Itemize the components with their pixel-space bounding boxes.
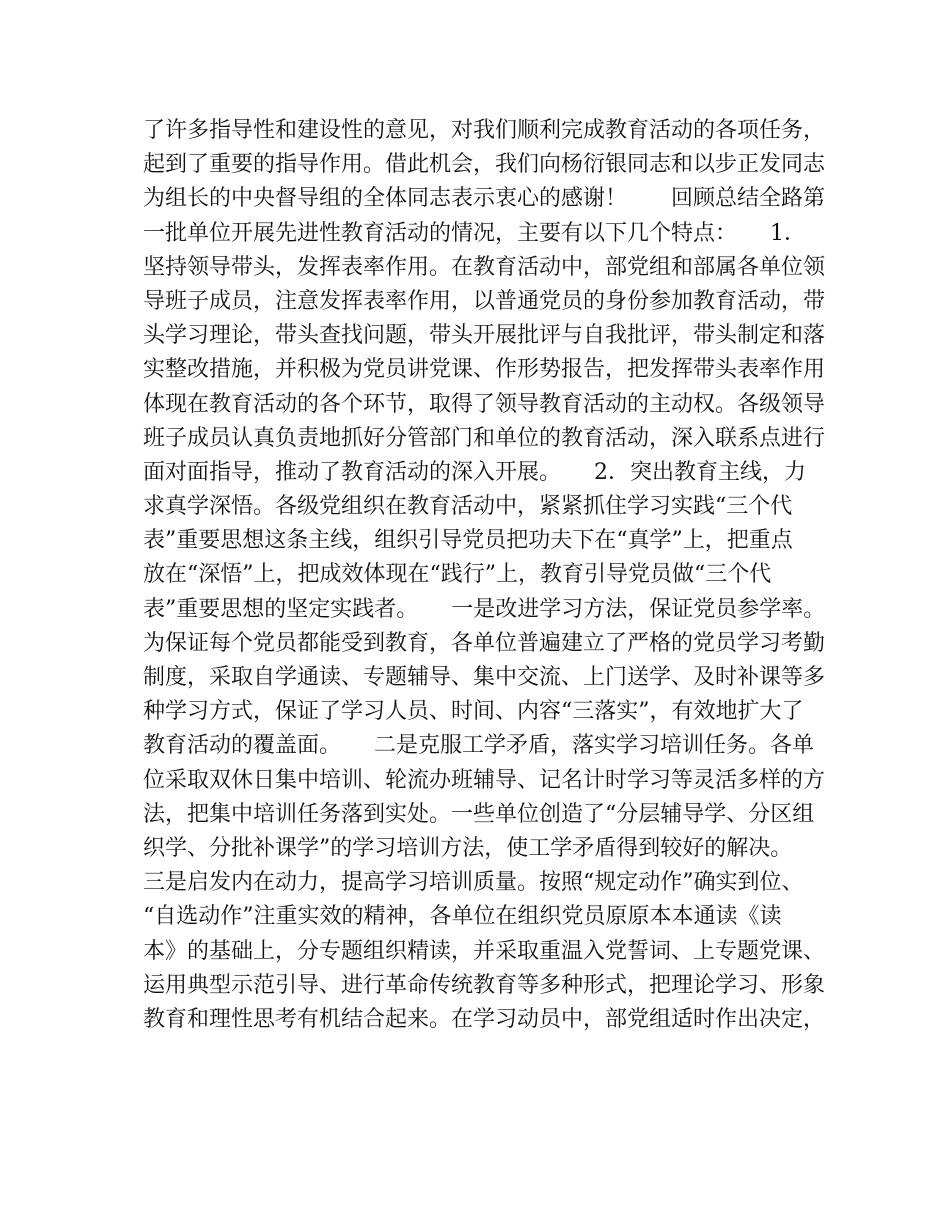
text-line: 了许多指导性和建设性的意见，对我们顺利完成教育活动的各项任务， (143, 118, 826, 143)
text-line: 起到了重要的指导作用。借此机会，我们向杨衍银同志和以步正发同志 (143, 152, 826, 178)
body-paragraph (143, 114, 826, 1037)
text-line: 实整改措施，并积极为党员讲党课、作形势报告，把发挥带头表率作用 (143, 357, 826, 383)
text-line: 头学习理论，带头查找问题，带头开展批评与自我批评，带头制定和落 (143, 323, 826, 349)
text-line: 表”重要思想的坚定实践者。 一是改进学习方法，保证党员参学率。 (143, 596, 826, 622)
text-line: 放在“深悟”上，把成效体现在“践行”上，教育引导党员做“三个代 (143, 562, 772, 588)
text-line: 表”重要思想这条主线，组织引导党员把功夫下在“真学”上，把重点 (143, 528, 793, 554)
text-line: 本》的基础上，分专题组织精读，并采取重温入党誓词、上专题党课、 (143, 938, 826, 964)
text-line: 种学习方式，保证了学习人员、时间、内容“三落实”，有效地扩大了 (143, 699, 804, 725)
text-line: 制度，采取自学通读、专题辅导、集中交流、上门送学、及时补课等多 (143, 665, 826, 690)
text-line: 为组长的中央督导组的全体同志表示衷心的感谢！ 回顾总结全路第 (143, 186, 826, 212)
text-line: 一批单位开展先进性教育活动的情况，主要有以下几个特点： 1． (143, 220, 806, 246)
text-line: 教育和理性思考有机结合起来。在学习动员中，部党组适时作出决定， (143, 1006, 826, 1032)
text-line: 导班子成员，注意发挥表率作用，以普通党员的身份参加教育活动，带 (143, 288, 826, 314)
text-line: 运用典型示范引导、进行革命传统教育等多种形式，把理论学习、形象 (143, 972, 826, 998)
text-line: 体现在教育活动的各个环节，取得了领导教育活动的主动权。各级领导 (143, 391, 826, 417)
text-line: “自选动作”注重实效的精神，各单位在组织党员原原本本通读《读 (143, 904, 782, 930)
text-line: 位采取双休日集中培训、轮流办班辅导、记名计时学习等灵活多样的方 (143, 767, 826, 793)
text-line: 面对面指导，推动了教育活动的深入开展。 2．突出教育主线，力 (143, 459, 806, 485)
text-line: 三是启发内在动力，提高学习培训质量。按照“规定动作”确实到位、 (143, 870, 804, 896)
text-line: 求真学深悟。各级党组织在教育活动中，紧紧抓住学习实践“三个代 (143, 494, 793, 520)
text-line: 教育活动的覆盖面。 二是克服工学矛盾，落实学习培训任务。各单 (143, 733, 815, 759)
text-line: 坚持领导带头，发挥表率作用。在教育活动中，部党组和部属各单位领 (143, 254, 826, 280)
text-line: 法，把集中培训任务落到实处。一些单位创造了“分层辅导学、分区组 (143, 801, 815, 827)
text-line: 班子成员认真负责地抓好分管部门和单位的教育活动，深入联系点进行 (143, 425, 826, 451)
text-line: 织学、分批补课学”的学习培训方法，使工学矛盾得到较好的解决。 (143, 835, 793, 861)
text-line: 为保证每个党员都能受到教育，各单位普遍建立了严格的党员学习考勤 (143, 630, 826, 656)
